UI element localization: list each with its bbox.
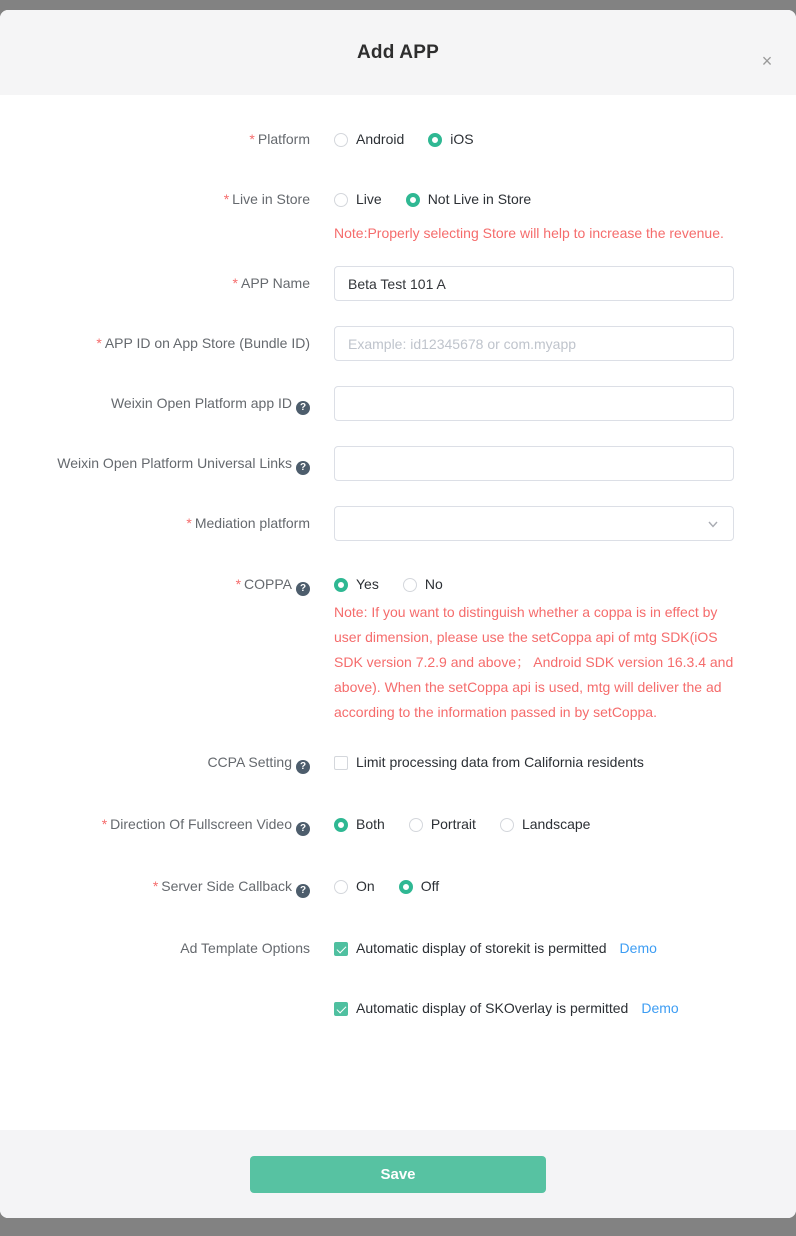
radio-label: Landscape xyxy=(521,816,591,832)
storekit-checkbox[interactable] xyxy=(334,939,679,958)
required-marker: * xyxy=(101,816,108,832)
live-radio-live[interactable] xyxy=(334,190,382,209)
radio-icon xyxy=(334,578,348,592)
live-in-store-radio-group xyxy=(334,190,734,209)
required-marker: * xyxy=(186,515,192,531)
live-radio-not-live[interactable] xyxy=(406,190,532,209)
server-callback-row xyxy=(0,877,796,898)
radio-label: Off xyxy=(420,878,440,894)
server-callback-label: * Server Side Callback ? xyxy=(0,877,310,898)
direction-radio-portrait[interactable] xyxy=(409,815,476,834)
live-in-store-label: * Live in Store xyxy=(223,191,310,207)
radio-icon xyxy=(334,133,348,147)
radio-icon xyxy=(500,818,514,832)
coppa-note: Note: If you want to distinguish whether a coppa is in effect by user dimension, please use the setCoppa api of mtg SDK(iOS SDK version 7.2.9 and above； Android SDK version 16.3.4 and above). When the setCoppa api is used, mtg will deliver the ad according to the information passed in by setCoppa. xyxy=(334,604,734,720)
ccpa-checkbox[interactable] xyxy=(334,753,644,772)
radio-label: Portrait xyxy=(430,816,476,832)
help-icon[interactable]: ? xyxy=(296,822,310,836)
server-callback-radio-off[interactable] xyxy=(399,877,439,896)
direction-radio-landscape[interactable] xyxy=(500,815,591,834)
radio-icon xyxy=(399,880,413,894)
checkbox-icon xyxy=(334,942,348,956)
app-id-label: * APP ID on App Store (Bundle ID) xyxy=(96,335,310,351)
server-callback-radio-group xyxy=(334,877,439,896)
coppa-radio-group xyxy=(334,575,734,594)
required-marker: * xyxy=(223,191,230,207)
help-icon[interactable]: ? xyxy=(296,582,310,596)
platform-radio-android[interactable] xyxy=(334,130,404,149)
mediation-platform-row xyxy=(0,506,796,541)
coppa-radio-no[interactable] xyxy=(403,575,443,594)
help-icon[interactable]: ? xyxy=(296,401,310,415)
skoverlay-checkbox[interactable] xyxy=(334,999,679,1018)
platform-label: * Platform xyxy=(249,131,310,147)
weixin-universal-links-label: Weixin Open Platform Universal Links ? xyxy=(0,446,310,475)
radio-label: iOS xyxy=(450,131,474,147)
radio-icon xyxy=(403,578,417,592)
radio-label: Yes xyxy=(356,576,379,592)
checkbox-icon xyxy=(334,1002,348,1016)
chevron-down-icon xyxy=(706,517,720,531)
direction-row xyxy=(0,815,796,836)
add-app-modal xyxy=(0,10,796,1218)
ad-template-label: Ad Template Options xyxy=(180,940,310,956)
add-app-form xyxy=(0,95,796,1018)
direction-radio-both[interactable] xyxy=(334,815,385,834)
direction-radio-group xyxy=(334,815,590,834)
app-name-row xyxy=(0,266,796,301)
weixin-app-id-input[interactable] xyxy=(334,386,734,421)
radio-label: Not Live in Store xyxy=(427,191,532,207)
live-in-store-row xyxy=(0,190,796,246)
radio-icon xyxy=(406,193,420,207)
help-icon[interactable]: ? xyxy=(296,461,310,475)
radio-icon xyxy=(409,818,423,832)
save-button[interactable]: Save xyxy=(250,1156,546,1193)
skoverlay-demo-link[interactable]: Demo xyxy=(641,1000,679,1016)
platform-row xyxy=(0,130,796,149)
mediation-platform-select[interactable] xyxy=(334,506,734,541)
ccpa-row xyxy=(0,753,796,774)
storekit-demo-link[interactable]: Demo xyxy=(619,940,657,956)
checkbox-label: Automatic display of storekit is permitted xyxy=(356,940,607,956)
coppa-radio-yes[interactable] xyxy=(334,575,379,594)
required-marker: * xyxy=(96,335,102,351)
app-id-input[interactable] xyxy=(334,326,734,361)
weixin-universal-links-input[interactable] xyxy=(334,446,734,481)
close-icon[interactable]: × xyxy=(761,51,773,71)
weixin-app-id-row xyxy=(0,386,796,421)
checkbox-label: Limit processing data from California residents xyxy=(356,754,644,770)
required-marker: * xyxy=(152,878,159,894)
platform-radio-ios[interactable] xyxy=(428,130,473,149)
coppa-row xyxy=(0,575,796,725)
radio-label: Live xyxy=(356,191,382,207)
radio-label: Android xyxy=(356,131,405,147)
app-name-input[interactable] xyxy=(334,266,734,301)
modal-header xyxy=(0,10,796,95)
direction-label: * Direction Of Fullscreen Video ? xyxy=(0,815,310,836)
radio-label: On xyxy=(356,878,375,894)
coppa-label: * COPPA ? xyxy=(0,575,310,596)
app-name-label: * APP Name xyxy=(232,275,310,291)
help-icon[interactable]: ? xyxy=(296,760,310,774)
radio-label: Both xyxy=(356,816,385,832)
checkbox-icon xyxy=(334,756,348,770)
modal-footer xyxy=(0,1130,796,1218)
required-marker: * xyxy=(249,131,255,147)
live-in-store-note: Note:Properly selecting Store will help to increase the revenue. xyxy=(334,225,724,241)
ad-template-row xyxy=(0,939,796,1018)
server-callback-radio-on[interactable] xyxy=(334,877,375,896)
ccpa-label: CCPA Setting ? xyxy=(0,753,310,774)
platform-radio-group xyxy=(334,130,474,149)
radio-icon xyxy=(428,133,442,147)
weixin-universal-links-row xyxy=(0,446,796,481)
radio-icon xyxy=(334,818,348,832)
radio-icon xyxy=(334,193,348,207)
required-marker: * xyxy=(235,576,242,592)
radio-label: No xyxy=(424,576,443,592)
mediation-platform-label: * Mediation platform xyxy=(186,515,310,531)
radio-icon xyxy=(334,880,348,894)
help-icon[interactable]: ? xyxy=(296,884,310,898)
checkbox-label: Automatic display of SKOverlay is permitted xyxy=(356,1000,629,1016)
page-title: Add APP xyxy=(357,41,439,63)
app-id-row xyxy=(0,326,796,361)
required-marker: * xyxy=(232,275,238,291)
weixin-app-id-label: Weixin Open Platform app ID ? xyxy=(0,386,310,415)
